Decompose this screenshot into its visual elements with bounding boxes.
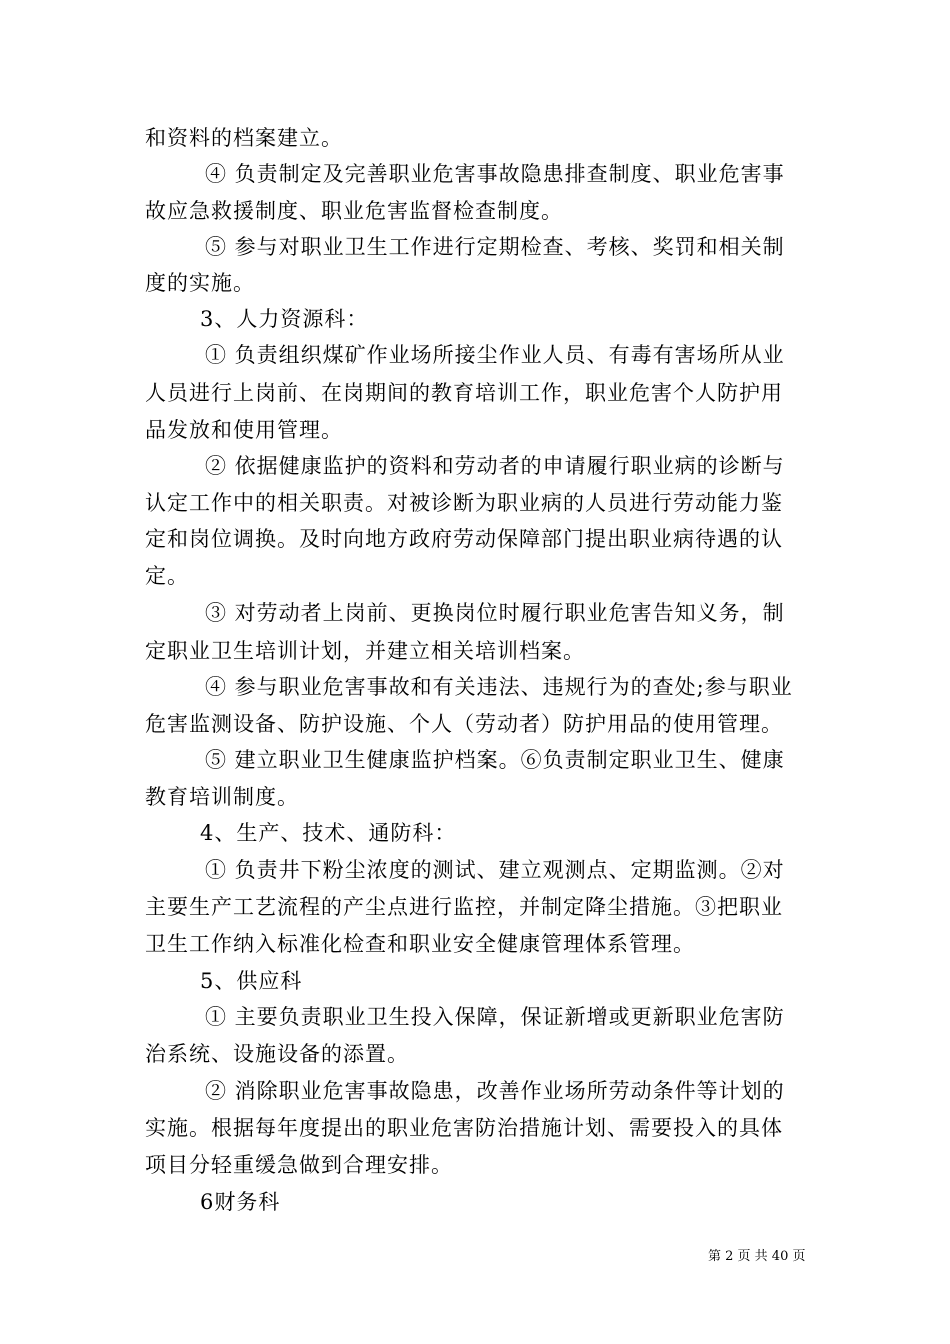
text-line: 卫生工作纳入标准化检查和职业安全健康管理体系管理。 [145, 932, 695, 956]
text-line: ⑤ 建立职业卫生健康监护档案。⑥负责制定职业卫生、健康 [205, 748, 785, 772]
text-line: 故应急救援制度、职业危害监督检查制度。 [145, 199, 563, 223]
section-heading: 4、生产、技术、通防科： [200, 821, 457, 845]
text-line: 和资料的档案建立。 [145, 126, 343, 150]
text-line: 治系统、设施设备的添置。 [145, 1042, 409, 1066]
text-line: 定职业卫生培训计划，并建立相关培训档案。 [145, 639, 585, 663]
text-line: 度的实施。 [145, 271, 255, 295]
section-heading: 6财务科 [200, 1190, 281, 1214]
text-line: ① 负责井下粉尘浓度的测试、建立观测点、定期监测。②对 [205, 858, 785, 882]
text-line: 项目分轻重缓急做到合理安排。 [145, 1153, 453, 1177]
text-line: ① 负责组织煤矿作业场所接尘作业人员、有毒有害场所从业 [205, 343, 785, 367]
text-line: ④ 参与职业危害事故和有关违法、违规行为的查处;参与职业 [205, 675, 793, 699]
text-line: 认定工作中的相关职责。对被诊断为职业病的人员进行劳动能力鉴 [145, 491, 783, 515]
text-line: 实施。根据每年度提出的职业危害防治措施计划、需要投入的具体 [145, 1116, 783, 1140]
text-line: 定和岗位调换。及时向地方政府劳动保障部门提出职业病待遇的认 [145, 527, 783, 551]
text-line: 品发放和使用管理。 [145, 418, 343, 442]
text-line: ④ 负责制定及完善职业危害事故隐患排查制度、职业危害事 [205, 162, 785, 186]
text-line: ③ 对劳动者上岗前、更换岗位时履行职业危害告知义务，制 [205, 601, 785, 625]
text-line: ② 依据健康监护的资料和劳动者的申请履行职业病的诊断与 [205, 454, 785, 478]
section-heading: 5、供应科 [200, 969, 303, 993]
page-number: 第 2 页 共 40 页 [708, 1249, 806, 1264]
text-line: 定。 [145, 564, 189, 588]
text-line: 教育培训制度。 [145, 785, 299, 809]
section-heading: 3、人力资源科： [200, 307, 369, 331]
text-line: 危害监测设备、防护设施、个人（劳动者）防护用品的使用管理。 [145, 712, 783, 736]
text-line: ⑤ 参与对职业卫生工作进行定期检查、考核、奖罚和相关制 [205, 235, 785, 259]
text-line: 主要生产工艺流程的产尘点进行监控，并制定降尘措施。③把职业 [145, 895, 783, 919]
text-line: 人员进行上岗前、在岗期间的教育培训工作，职业危害个人防护用 [145, 381, 783, 405]
text-line: ① 主要负责职业卫生投入保障，保证新增或更新职业危害防 [205, 1005, 785, 1029]
text-line: ② 消除职业危害事故隐患，改善作业场所劳动条件等计划的 [205, 1079, 785, 1103]
